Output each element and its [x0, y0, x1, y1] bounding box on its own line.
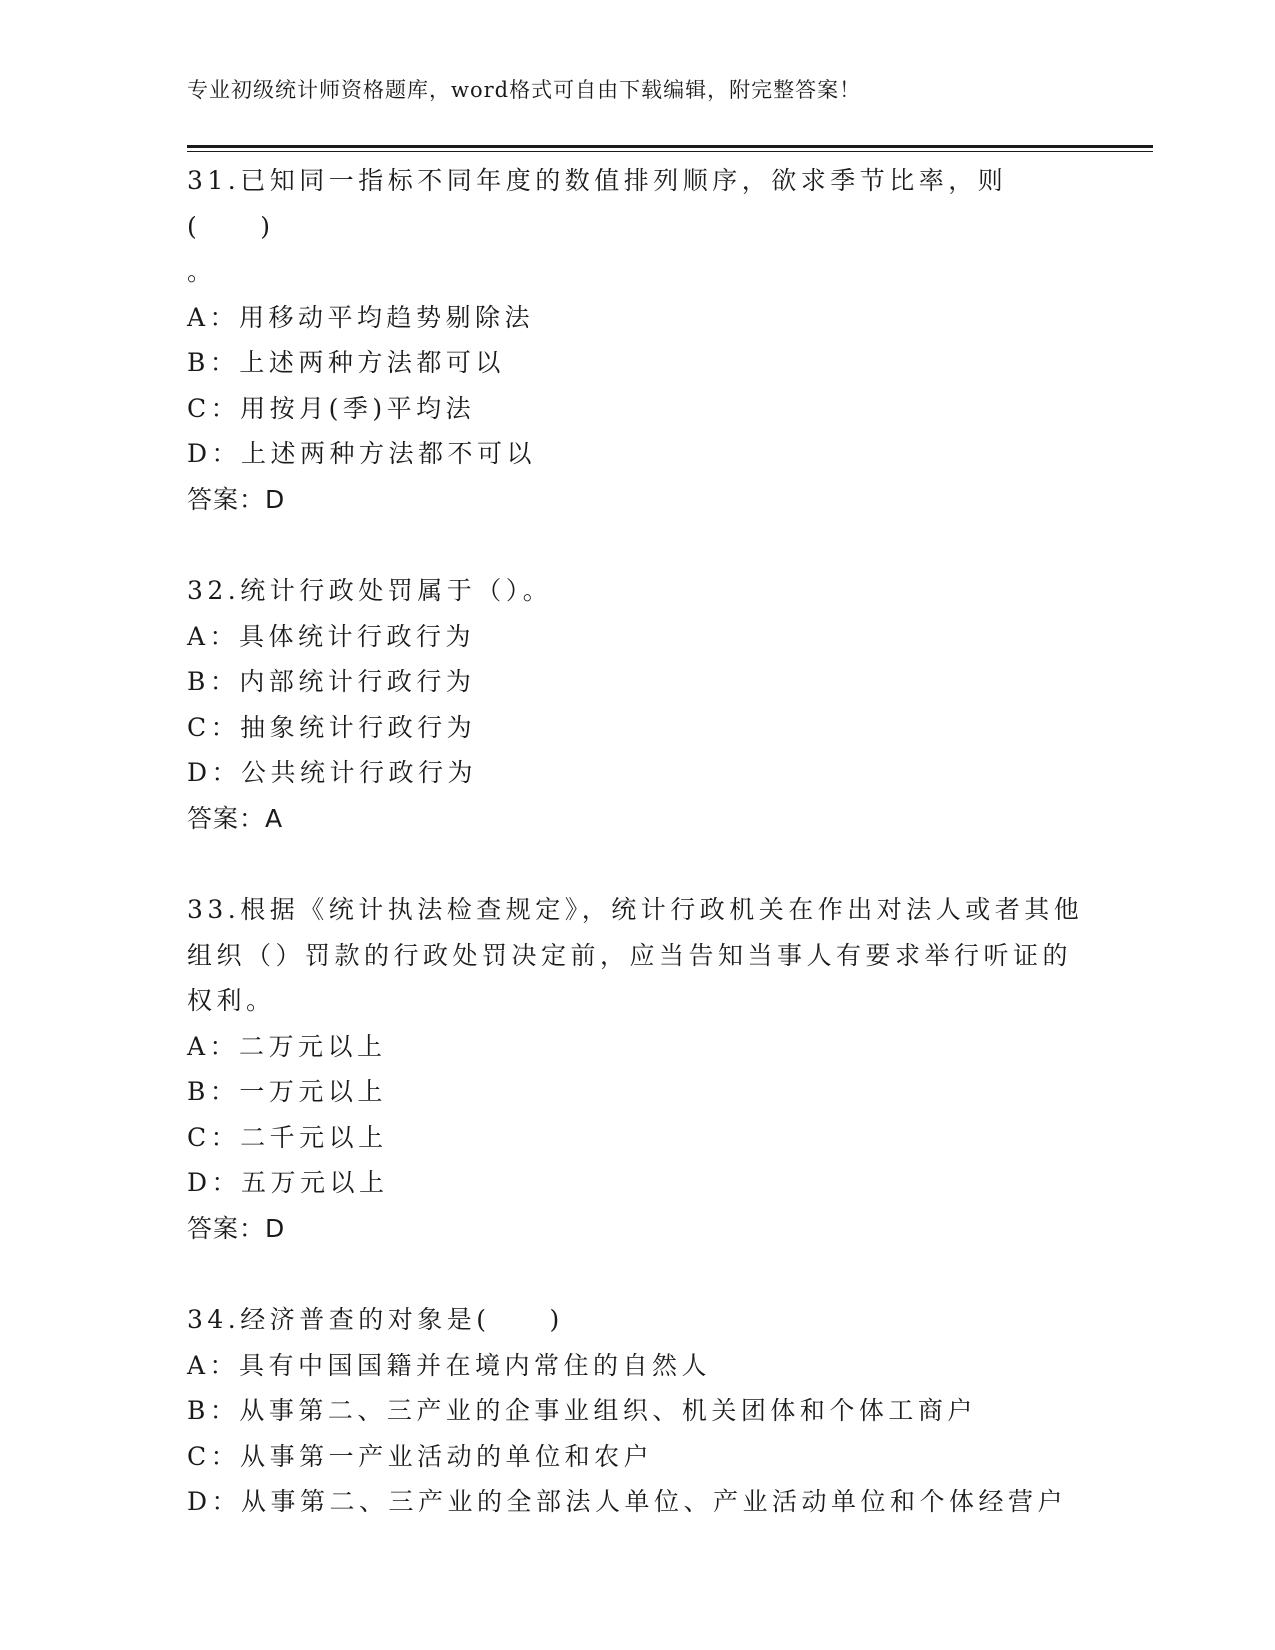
- option-a: A：二万元以上: [187, 1031, 387, 1061]
- option-c: C：二千元以上: [187, 1122, 388, 1152]
- header-rule-thin: [187, 151, 1153, 152]
- option-b: B：从事第二、三产业的企事业组织、机关团体和个体工商户: [187, 1396, 977, 1425]
- option-b: B：一万元以上: [187, 1077, 387, 1106]
- option-c: C：从事第一产业活动的单位和农户: [187, 1441, 654, 1471]
- answer: 答案：D: [187, 484, 286, 514]
- option-c: C：用按月(季)平均法: [187, 393, 476, 423]
- question-31: [187, 158, 1087, 522]
- question-33: [187, 887, 1087, 1251]
- question-32: [187, 568, 1087, 841]
- answer: 答案：A: [187, 803, 284, 833]
- option-d: D：五万元以上: [187, 1168, 389, 1197]
- page-header: 专业初级统计师资格题库，word格式可自由下载编辑，附完整答案！: [187, 78, 862, 102]
- option-d: D：从事第二、三产业的全部法人单位、产业活动单位和个体经营户: [187, 1487, 1068, 1516]
- question-stem: 31.已知同一指标不同年度的数值排列顺序，欲求季节比率，则( ): [187, 166, 1008, 241]
- option-a: A：用移动平均趋势剔除法: [187, 302, 535, 332]
- question-stem: 34.经济普查的对象是( ): [187, 1305, 564, 1334]
- option-b: B：上述两种方法都可以: [187, 348, 505, 377]
- header-rule-thick: [187, 145, 1153, 148]
- option-a: A：具有中国国籍并在境内常住的自然人: [187, 1350, 712, 1380]
- question-stem: 权利。: [187, 986, 276, 1015]
- option-d: D：公共统计行政行为: [187, 758, 478, 787]
- option-b: B：内部统计行政行为: [187, 667, 476, 696]
- option-d: D：上述两种方法都不可以: [187, 439, 537, 468]
- question-stem: 组织（）罚款的行政处罚决定前，应当告知当事人有要求举行听证的: [187, 940, 1073, 970]
- question-stem: 32.统计行政处罚属于（）。: [187, 576, 553, 605]
- question-34: [187, 1297, 1087, 1525]
- option-c: C：抽象统计行政行为: [187, 712, 477, 742]
- option-a: A：具体统计行政行为: [187, 621, 476, 651]
- answer: 答案：D: [187, 1213, 286, 1243]
- question-list: [187, 158, 1087, 1571]
- question-stem: 33.根据《统计执法检查规定》，统计行政机关在作出对法人或者其他: [187, 895, 1084, 924]
- question-stem: 。: [187, 257, 217, 286]
